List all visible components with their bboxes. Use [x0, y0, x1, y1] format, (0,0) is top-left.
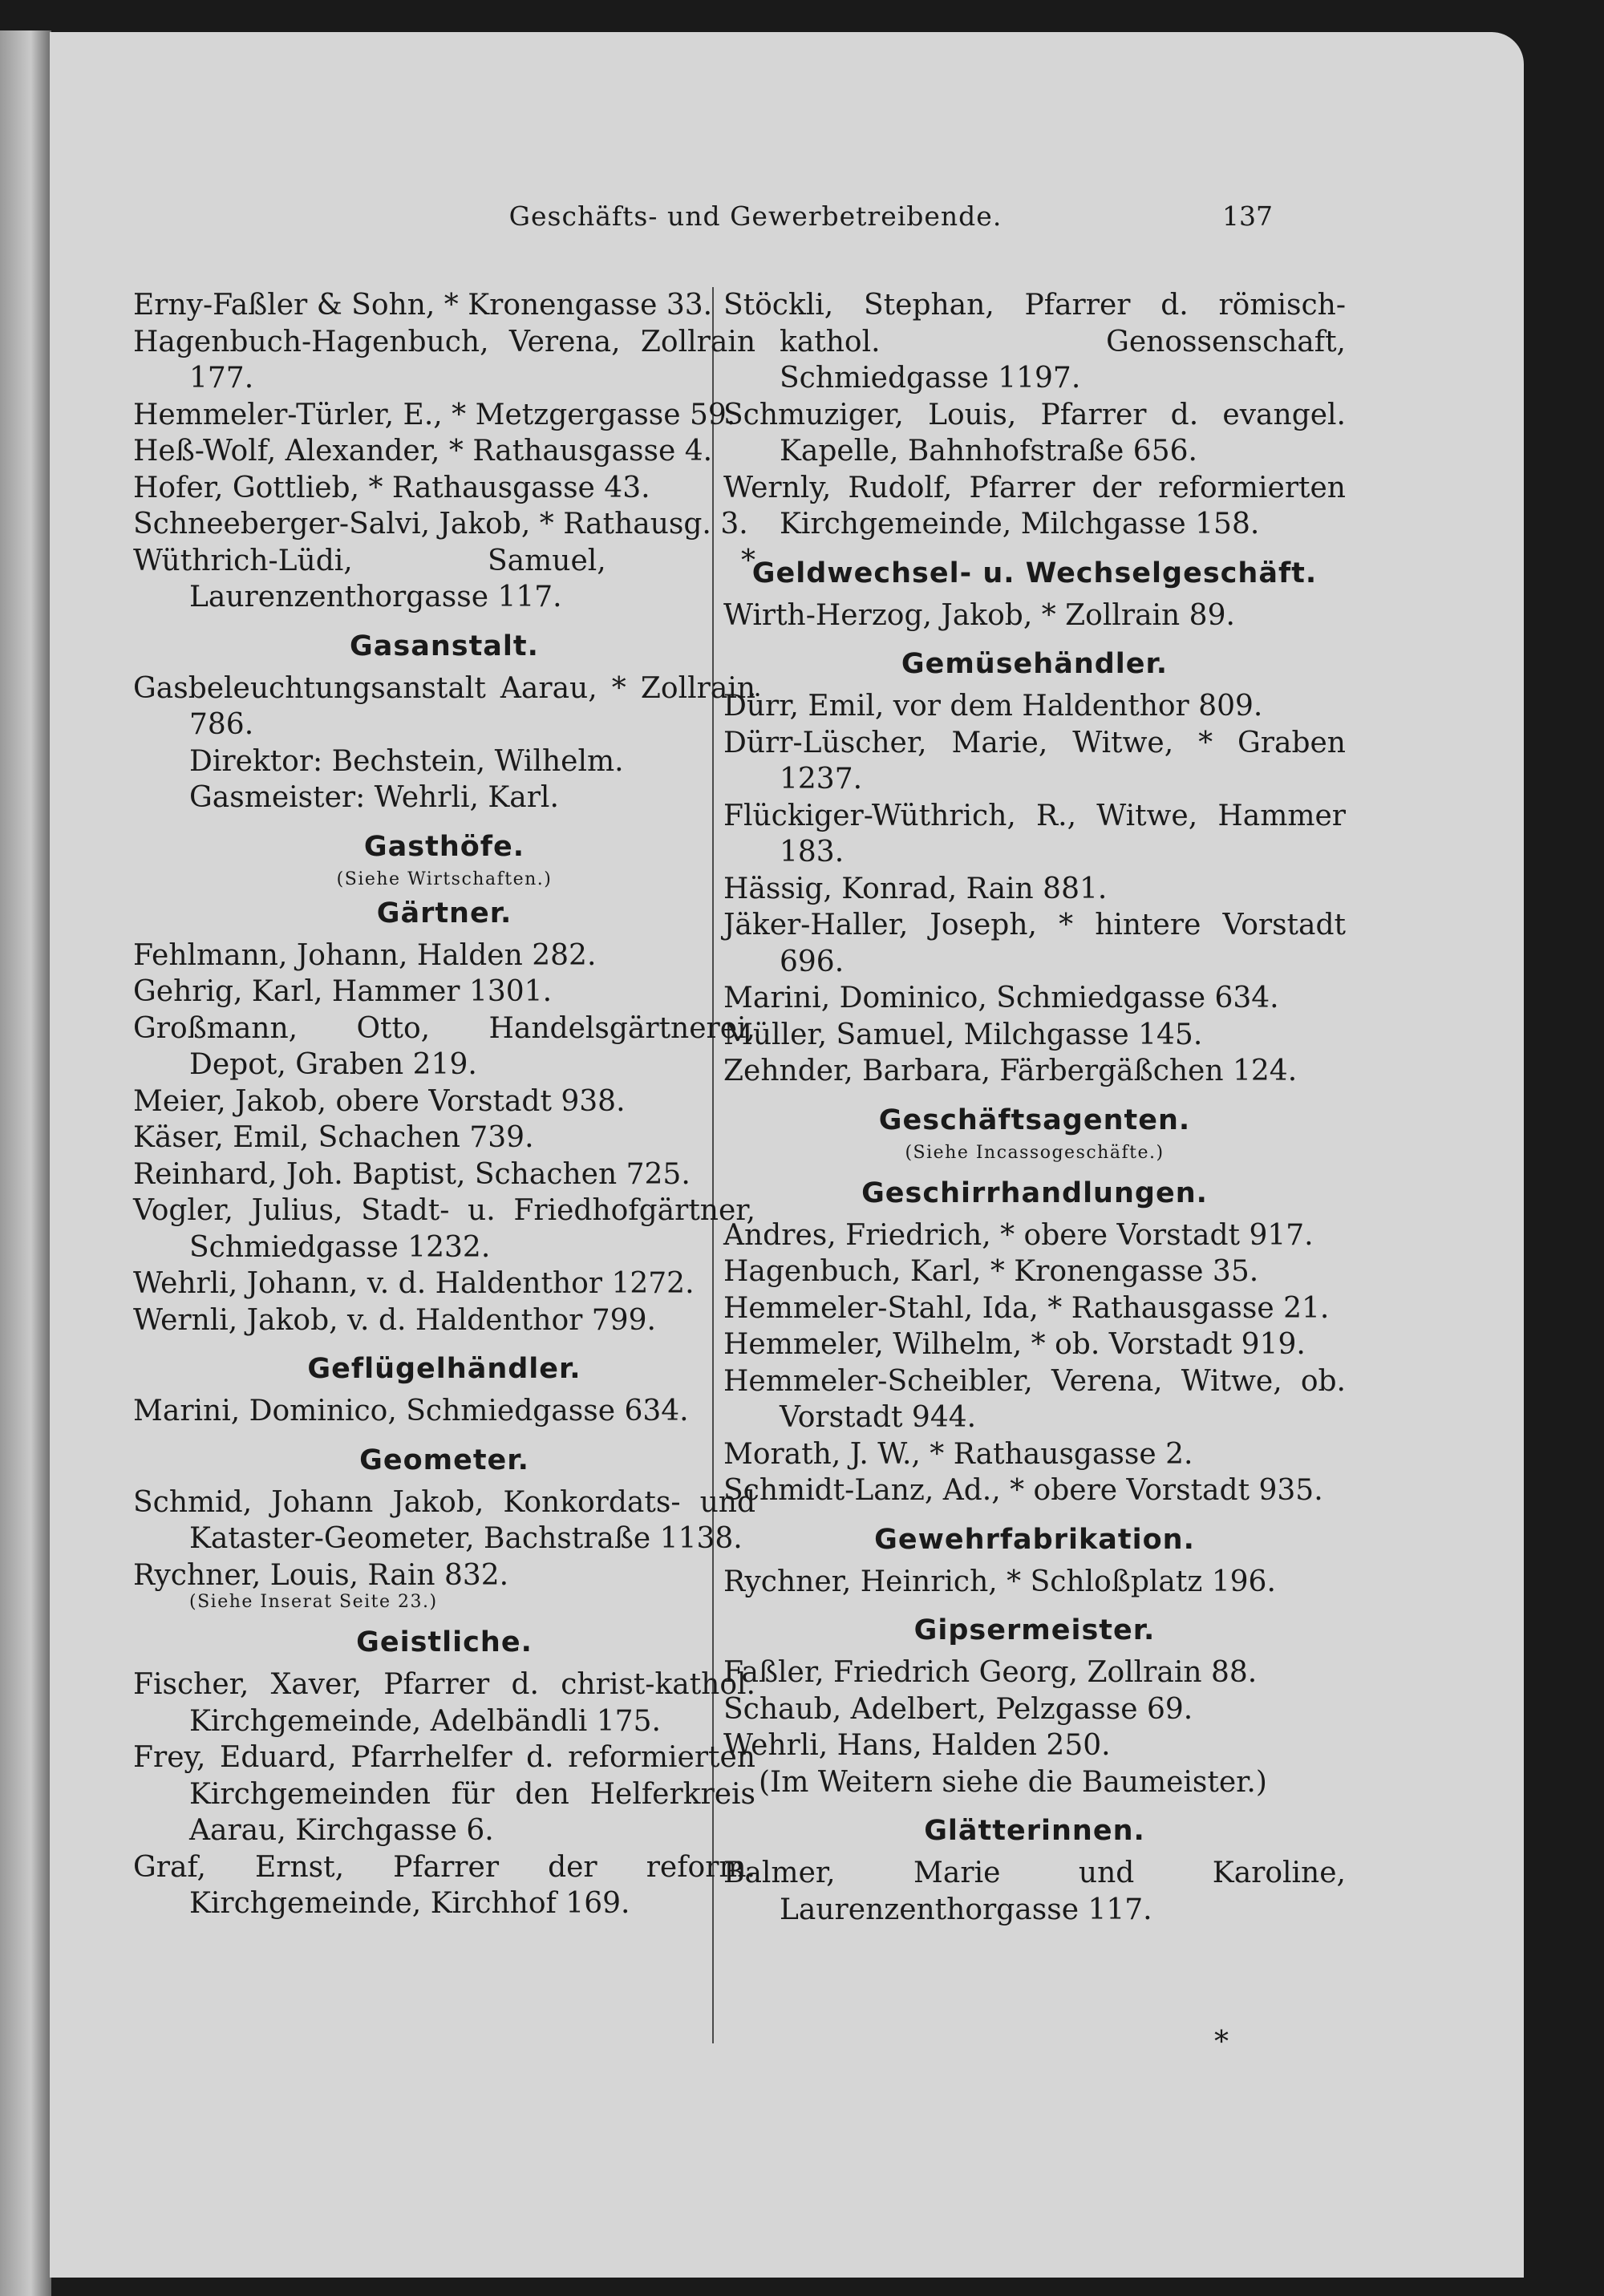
directory-entry: Großmann, Otto, Handelsgärtnerei, Depot, Graben 219. [133, 1011, 755, 1081]
section-heading-gemuesehaendler: Gemüsehändler. [901, 648, 1169, 680]
adjacent-page-edge [0, 30, 51, 2296]
cross-reference-note: (Im Weitern siehe die Baumeister.) [759, 1765, 1267, 1799]
section-heading-geschaeftsagenten: Geschäftsagenten. [878, 1103, 1191, 1136]
directory-entry: Dürr-Lüscher, Marie, Witwe, * Graben 1237. [723, 726, 1346, 796]
directory-entry: Marini, Dominico, Schmiedgasse 634. [133, 1395, 689, 1427]
section-heading-gaertner: Gärtner. [376, 897, 512, 929]
running-title: Geschäfts- und Gewerbetreibende. [508, 200, 1003, 232]
directory-entry: Wirth-Herzog, Jakob, * Zollrain 89. [723, 598, 1235, 632]
directory-entry: Wehrli, Johann, v. d. Haldenthor 1272. [133, 1267, 695, 1300]
book-page [50, 32, 1524, 2278]
directory-entry: Müller, Samuel, Milchgasse 145. [723, 1018, 1203, 1051]
advertisement-note: (Siehe Inserat Seite 23.) [189, 1592, 438, 1612]
directory-entry: Direktor: Bechstein, Wilhelm. [189, 744, 624, 778]
directory-entry: Heß-Wolf, Alexander, * Rathausgasse 4. [133, 435, 713, 468]
directory-entry: Käser, Emil, Schachen 739. [133, 1121, 534, 1154]
directory-entry: Zehnder, Barbara, Färbergäßchen 124. [723, 1055, 1298, 1087]
page-number: 137 [1222, 200, 1273, 232]
directory-entry: Frey, Eduard, Pfarrhelfer d. reformierten Kirchgemeinden für den Helferkreis Aarau, Kirchgasse 6. [133, 1741, 755, 1847]
directory-entry: Gehrig, Karl, Hammer 1301. [133, 975, 553, 1008]
section-heading-geometer: Geometer. [359, 1444, 529, 1476]
section-heading-gefluegelhaendler: Geflügelhändler. [307, 1353, 581, 1385]
directory-entry: Schneeberger-Salvi, Jakob, * Rathausg. 3. [133, 508, 748, 541]
directory-entry: Faßler, Friedrich Georg, Zollrain 88. [723, 1656, 1258, 1689]
directory-entry: Hagenbuch-Hagenbuch, Verena, Zollrain 177. [133, 325, 755, 395]
directory-entry: Jäker-Haller, Joseph, * hintere Vorstadt 696. [723, 909, 1346, 978]
directory-entry: Dürr, Emil, vor dem Haldenthor 809. [723, 690, 1263, 723]
cross-reference-note: (Siehe Wirtschaften.) [336, 869, 553, 889]
directory-entry: Stöckli, Stephan, Pfarrer d. römisch-kathol. Genossenschaft, Schmiedgasse 1197. [723, 289, 1346, 395]
directory-entry: Meier, Jakob, obere Vorstadt 938. [133, 1084, 626, 1118]
directory-entry: Reinhard, Joh. Baptist, Schachen 725. [133, 1157, 691, 1191]
directory-entry: Wernly, Rudolf, Pfarrer der reformierten Kirchgemeinde, Milchgasse 158. [723, 471, 1346, 541]
directory-entry: Hemmeler-Scheibler, Verena, Witwe, ob. Vorstadt 944. [723, 1364, 1346, 1434]
right-column [723, 287, 1346, 1928]
left-column [133, 287, 755, 1922]
section-heading-gewehrfabrikation: Gewehrfabrikation. [874, 1523, 1195, 1556]
page-header [50, 200, 1524, 236]
section-heading-geistliche: Geistliche. [356, 1626, 533, 1658]
directory-entry: Vogler, Julius, Stadt- u. Friedhofgärtner, Schmiedgasse 1232. [133, 1194, 755, 1264]
directory-entry: Schaub, Adelbert, Pelzgasse 69. [723, 1692, 1193, 1726]
directory-entry: Morath, J. W., * Rathausgasse 2. [723, 1437, 1193, 1471]
cross-reference-note: (Siehe Incassogeschäfte.) [905, 1142, 1165, 1163]
directory-entry: Hofer, Gottlieb, * Rathausgasse 43. [133, 471, 650, 504]
directory-entry: Hagenbuch, Karl, * Kronengasse 35. [723, 1255, 1259, 1288]
directory-entry: Graf, Ernst, Pfarrer der reform. Kirchgemeinde, Kirchhof 169. [133, 1850, 755, 1920]
section-heading-gasthoefe: Gasthöfe. [363, 830, 525, 863]
directory-entry: Andres, Friedrich, * obere Vorstadt 917. [723, 1218, 1314, 1252]
directory-entry: Hässig, Konrad, Rain 881. [723, 872, 1108, 905]
directory-entry: Hemmeler, Wilhelm, * ob. Vorstadt 919. [723, 1328, 1306, 1361]
section-heading-gipsermeister: Gipsermeister. [913, 1614, 1156, 1646]
directory-entry: Wüthrich-Lüdi, Samuel, * Laurenzenthorgasse 117. [133, 544, 755, 613]
directory-entry: Gasbeleuchtungsanstalt Aarau, * Zollrain 786. [133, 671, 755, 741]
directory-entry: Fehlmann, Johann, Halden 282. [133, 938, 597, 972]
directory-entry: Schmuziger, Louis, Pfarrer d. evangel. Kapelle, Bahnhofstraße 656. [723, 398, 1346, 468]
directory-entry: Fischer, Xaver, Pfarrer d. christ-kathol. Kirchgemeinde, Adelbändli 175. [133, 1668, 755, 1738]
directory-entry: Erny-Faßler & Sohn, * Kronengasse 33. [133, 289, 713, 322]
directory-entry: Rychner, Louis, Rain 832. [133, 1558, 509, 1592]
directory-entry: Gasmeister: Wehrli, Karl. [189, 781, 559, 814]
directory-entry: Hemmeler-Türler, E., * Metzgergasse 59. [133, 398, 736, 431]
signature-mark: * [1214, 2026, 1229, 2059]
directory-entry: Rychner, Heinrich, * Schloßplatz 196. [723, 1565, 1276, 1598]
directory-entry: Marini, Dominico, Schmiedgasse 634. [723, 982, 1279, 1014]
directory-entry: Schmid, Johann Jakob, Konkordats- und Kataster-Geometer, Bachstraße 1138. [133, 1485, 755, 1555]
directory-entry: Wehrli, Hans, Halden 250. [723, 1729, 1111, 1762]
section-heading-glaetterinnen: Glätterinnen. [924, 1815, 1145, 1847]
directory-entry: Flückiger-Wüthrich, R., Witwe, Hammer 183. [723, 799, 1346, 869]
directory-entry: Wernli, Jakob, v. d. Haldenthor 799. [133, 1303, 656, 1337]
directory-entry: Hemmeler-Stahl, Ida, * Rathausgasse 21. [723, 1291, 1330, 1325]
section-heading-geschirrhandlungen: Geschirrhandlungen. [861, 1176, 1208, 1209]
section-heading-geldwechsel: Geldwechsel- u. Wechselgeschäft. [751, 557, 1318, 589]
directory-entry: Balmer, Marie und Karoline, Laurenzenthorgasse 117. [723, 1857, 1346, 1926]
directory-entry: Schmidt-Lanz, Ad., * obere Vorstadt 935. [723, 1474, 1323, 1507]
section-heading-gasanstalt: Gasanstalt. [350, 630, 539, 662]
